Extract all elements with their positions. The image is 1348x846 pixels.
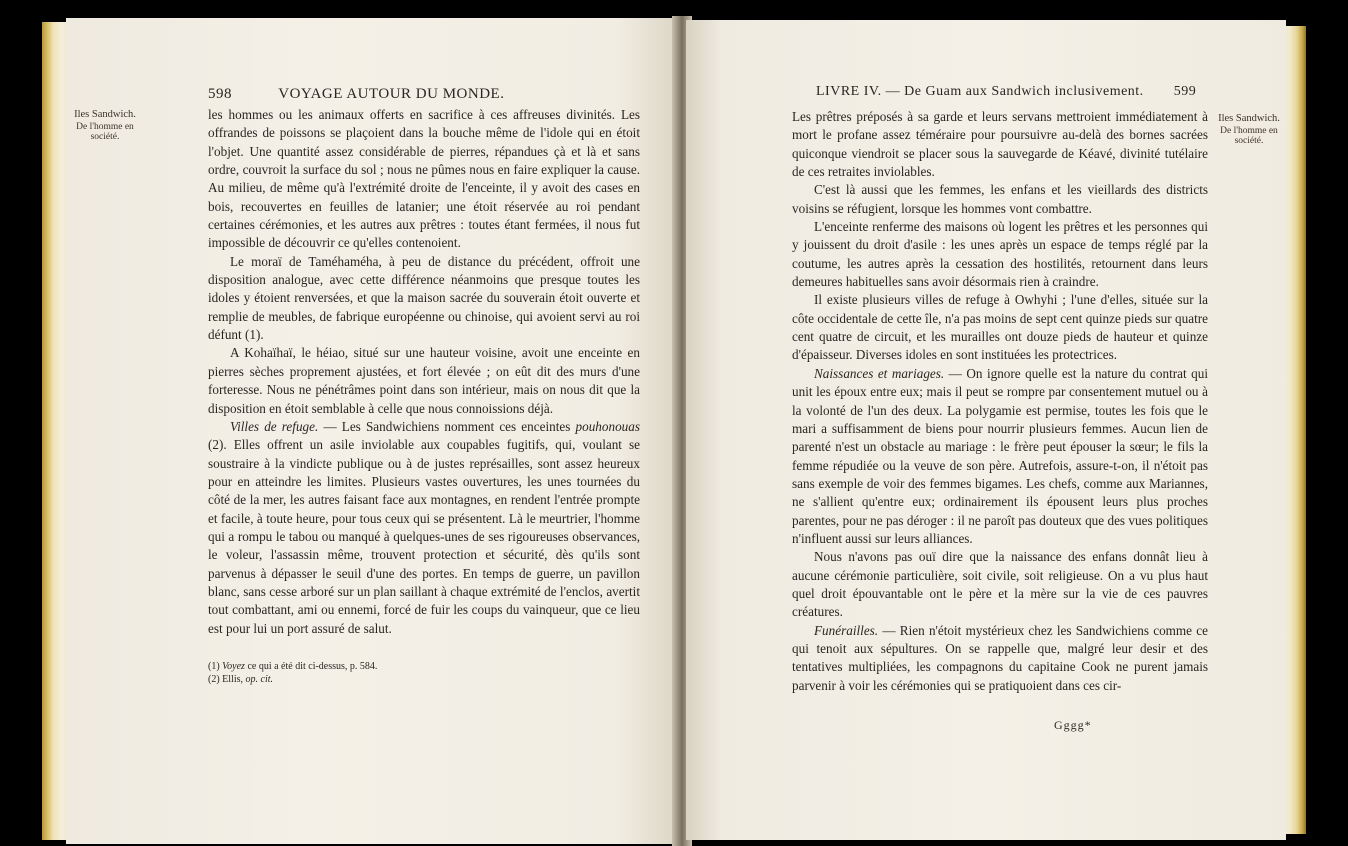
left-sidenote xyxy=(72,110,138,142)
signature-mark: Gggg* xyxy=(1054,718,1092,732)
left-paragraph-1: les hommes ou les animaux offerts en sacrifice à ces affreuses divinités. Les offrandes de poissons se plaçoient dans la bouche même de l'idole qui en étoit l'objet. Une quantité assez considérable de pierres, répandues çà et là et sans ordre, couvroit la surface du sol ; nous ne pûmes nous en faire expliquer la cause. Au milieu, de même qu'à l'extrémité droite de l'enceinte, il y avoit des cases en bois, recouvertes en feuilles de latanier; une étoit réservée au roi pendant certaines cérémonies, et les autres aux prêtres : toutes étant fermées, il nous fut impossible de découvrir ce qu'elles contenoient. xyxy=(208,107,640,251)
right-sidenote xyxy=(1214,114,1284,146)
naissances-text: — On ignore quelle est la nature du contrat qui unit les époux entre eux; mais il peut se rompre par consentement mutuel ou à la volonté de l'un des deux. La polygamie est permise, toutes les fois que le mari a suffisamment de biens pour nourrir plusieurs femmes. Aucun lien de parenté n'est un obstacle au mariage : le frère peut épouser la sœur; le fils la femme répudiée ou la veuve de son père. Autrefois, assure-t-on, il n'étoit pas sans exemple de voir des femmes bigames. Les chefs, comme aux Mariannes, ne s'allient qu'entre eux; ordinairement ils épousent leurs plus proches parentes, pour ne pas déroger : il ne paroît pas douteux que des vues politiques n'influent aussi sur leurs alliances. xyxy=(792,365,1208,546)
villes-text-2: (2). Elles offrent un asile inviolable aux coupables fugitifs, qui, voulant se soustraire à la vindicte publique ou à de justes représailles, sont assez heureux pour en atteindre les limites. Plusieurs vastes ouvertures, les unes tournées du côté de la mer, les autres faisant face aux montagnes, en rendent l'entrée prompte et facile, à toute heure, pour tous ceux qui se présentent. Là le meurtrier, l'homme qui a rompu le tabou ou manqué à quelques-unes de ses rigoureuses observances, le voleur, l'assassin même, trouvent protection et sécurité, dès qu'ils sont parvenus à dépasser le seuil d'une des portes. En temps de guerre, un pavillon blanc, sans cesse arboré sur un plan saillant à chaque extrémité de l'enclos, avertit tout combattant, ami ou ennemi, forcé de fuir les coups du vainqueur, que ce lieu est pour lui un port assuré de salut. xyxy=(208,437,640,636)
right-paragraph-1: Les prêtres préposés à sa garde et leurs servans mettroient immédiatement à mort le profane assez téméraire pour poursuivre au-delà des bornes sacrées quiconque viendroit se placer sous la sauvegarde de Kéavé, divinité tutélaire de ces retraites inviolables. xyxy=(792,109,1208,180)
footnote-1 xyxy=(208,660,640,673)
footnote-1-lead: Voyez xyxy=(222,661,245,672)
footnote-2-lead: Ellis, xyxy=(222,674,244,685)
left-sidenote-place: Iles Sandwich. xyxy=(74,109,136,120)
left-page-number: 598 xyxy=(208,86,232,102)
funerailles-text: — Rien n'étoit mystérieux chez les Sandwichiens comme ce qui tenoit aux sépultures. On se rappelle que, malgré leur desir et des tentatives multipliées, les compagnons du capitaine Cook ne purent jamais parvenir à voir les cérémonies qui se pratiquoient dans ces cir- xyxy=(792,622,1208,693)
right-paragraph-4: Il existe plusieurs villes de refuge à Owhyhi ; l'une d'elles, située sur la côte occidentale de cette île, n'a pas moins de sept cent quinze pieds sur quatre cent quatre de circuit, et les murailles ont douze pieds de hauteur et quinze d'épaisseur. Diverses idoles en sont instituées les protectrices. xyxy=(792,292,1208,363)
right-page-number: 599 xyxy=(1173,84,1197,99)
villes-de-refuge-paragraph xyxy=(208,418,640,638)
right-sidenote-topic: De l'homme en société. xyxy=(1220,126,1278,146)
footnote-2-mark: (2) xyxy=(208,674,220,685)
footnote-1-mark: (1) xyxy=(208,661,220,672)
left-page-header xyxy=(208,86,504,103)
naissances-heading: Naissances et mariages. xyxy=(814,365,945,381)
left-paragraph-3: A Kohaïhaï, le héiao, situé sur une hauteur voisine, avoit une enceinte en pierres sèches proprement ajustées, et fort élevée ; on eût dit des murs d'une forteresse. Nous ne pénétrâmes point dans son intérieur, mais on nous dit que la disposition en étoit semblable à celle que nous connoissions déjà. xyxy=(208,345,640,416)
left-running-title: VOYAGE AUTOUR DU MONDE. xyxy=(278,86,505,102)
footnotes xyxy=(208,660,640,686)
villes-heading: Villes de refuge. xyxy=(230,418,319,434)
footnote-2-text: op. cit. xyxy=(243,674,274,685)
left-page-text xyxy=(208,106,640,638)
villes-text-1: — Les Sandwichiens nomment ces enceintes xyxy=(318,418,576,434)
left-page xyxy=(66,18,678,844)
right-sidenote-place: Iles Sandwich. xyxy=(1218,113,1280,124)
funerailles-paragraph xyxy=(792,622,1208,695)
footnote-1-text: ce qui a été dit ci-dessus, p. 584. xyxy=(244,661,378,672)
right-page xyxy=(686,20,1286,840)
naissances-paragraph xyxy=(792,365,1208,548)
villes-term: pouhonouas xyxy=(575,418,640,434)
footnote-2 xyxy=(208,673,640,686)
right-running-title: LIVRE IV. — De Guam aux Sandwich inclusivement. xyxy=(816,84,1144,99)
right-page-text xyxy=(792,108,1208,695)
right-paragraph-3: L'enceinte renferme des maisons où logent les prêtres et les personnes qui y jouissent du droit d'asile : les unes après un espace de temps réglé par la coutume, les autres après la cessation des hostilités, retournent dans leurs demeures habituelles sans avoir désormais rien à craindre. xyxy=(792,219,1208,290)
right-page-header xyxy=(816,84,1196,100)
left-sidenote-topic: De l'homme en société. xyxy=(76,122,134,142)
right-paragraph-2: C'est là aussi que les femmes, les enfans et les vieillards des districts voisins se réfugient, lorsque les hommes vont combattre. xyxy=(792,182,1208,216)
right-paragraph-6: Nous n'avons pas ouï dire que la naissance des enfans donnât lieu à aucune cérémonie particulière, soit civile, soit religieuse. On a vu plus haut quel droit épouvantable ont le père et la mère sur la vie de ces pauvres créatures. xyxy=(792,549,1208,620)
left-paragraph-2: Le moraï de Taméhaméha, à peu de distance du précédent, offroit une disposition analogue, avec cette différence néanmoins que presque toutes les idoles y étoient renversées, et que la maison sacrée du souverain étoit ouverte et remplie de meubles, de fabrique européenne ou chinoise, qui avoient servi au roi défunt (1). xyxy=(208,253,640,343)
funerailles-heading: Funérailles. xyxy=(814,622,879,638)
